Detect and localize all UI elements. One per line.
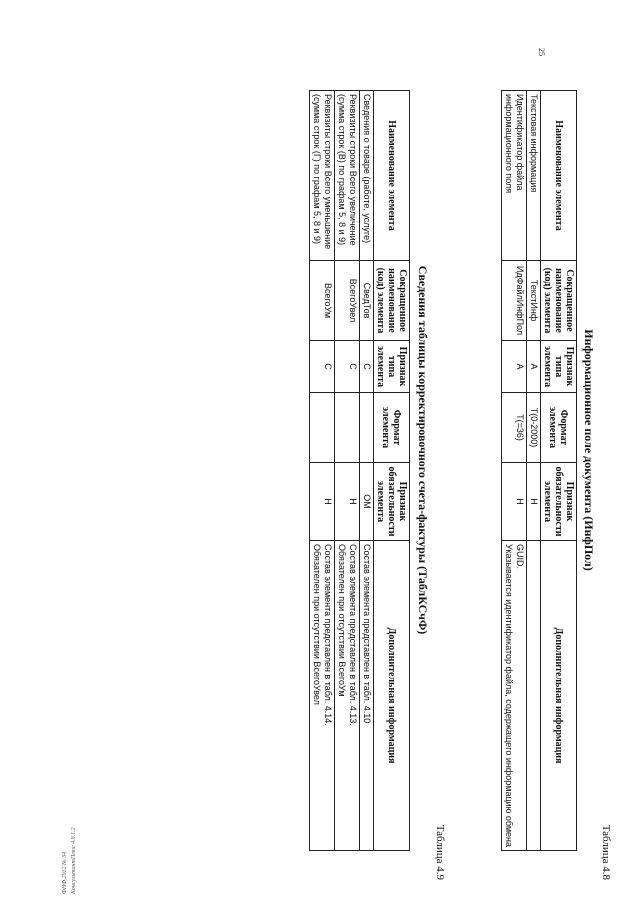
table1-header-cell: Сокращенное наименование (код) элемента [541,261,577,341]
table-row [360,91,374,851]
table1-header-cell: Дополнительная информация [541,541,577,851]
table-cell: Н [335,463,360,541]
registration-stamp [62,814,92,894]
table-cell: Сведения о товаре (работе, услуге) [360,91,374,261]
table-cell: Состав элемента представлен в табл. 4.13. Обязателен при отсутствии ВсегоУм [335,541,360,851]
stamp-line: ФНФ 2012 № 34 [62,851,68,894]
table-cell: Т(0-2000) [527,393,541,463]
table-cell: Состав элемента представлен в табл. 4.14. Обязателен при отсутствии ВсегоУвел [310,541,335,851]
table1-header-cell: Признак типа элемента [541,341,577,393]
table-row [502,91,527,851]
table-cell: GUID. Указывается идентификатор файла, содержащего информацию обмена [502,541,527,851]
table2-header-cell: Дополнительная информация [374,541,410,851]
stamp-line: КонсультантПлюс 4.8.1.2 [71,827,77,894]
table-cell: Состав элемента представлен в табл. 4.10 [360,541,374,851]
table-cell: А [527,341,541,393]
table-cell: ВсегоУм [310,261,335,341]
table2-header-cell: Признак обязательности элемента [374,463,410,541]
table2-header-row [374,91,410,851]
table2-header-cell: Признак типа элемента [374,341,410,393]
table2-title: Сведения таблицы корректировочного счета-фактуры (ТаблКСчФ) [416,265,430,635]
table-cell: ОМ [360,463,374,541]
table-cell: Реквизиты строки Всего увеличение (сумма строк (В) по графам 5, 8 и 9) [335,91,360,261]
table-row [527,91,541,851]
table-cell [310,393,335,463]
rotated-page [74,20,614,880]
table-row [310,91,335,851]
table2-header-cell: Сокращенное наименование (код) элемента [374,261,410,341]
table1-header-cell: Формат элемента [541,393,577,463]
table2 [309,90,410,851]
page-number: 25 [537,48,546,56]
table-cell: Т(=36) [502,393,527,463]
table2-caption: Таблица 4.9 [434,824,446,880]
table-cell: ВсегоУвел [335,261,360,341]
table-cell: Н [502,463,527,541]
table-row [335,91,360,851]
table-cell: ИдФайлИнфПол [502,261,527,341]
table-cell: Н [527,463,541,541]
table-cell [527,541,541,851]
table-cell: А [502,341,527,393]
table-cell: ТекстИнф [527,261,541,341]
table-cell: Идентификатор файла информационного поля [502,91,527,261]
table-cell: С [360,341,374,393]
table-cell: Текстовая информация [527,91,541,261]
table1-title: Информационное поле документа (ИнфПол) [582,329,596,571]
table-cell [360,393,374,463]
table-cell [335,393,360,463]
table2-header-cell: Формат элемента [374,393,410,463]
table1-header-cell: Признак обязательности элемента [541,463,577,541]
table-cell: С [335,341,360,393]
table1-header-cell: Наименование элемента [541,91,577,261]
table-cell: Реквизиты строки Всего уменьшение (сумма строк (Г) по графам 5, 8 и 9) [310,91,335,261]
table1-caption: Таблица 4.8 [600,824,612,880]
table-cell: Н [310,463,335,541]
table-cell: С [310,341,335,393]
table1-header-row [541,91,577,851]
table-cell: СведТов [360,261,374,341]
table2-header-cell: Наименование элемента [374,91,410,261]
table1 [501,90,577,851]
